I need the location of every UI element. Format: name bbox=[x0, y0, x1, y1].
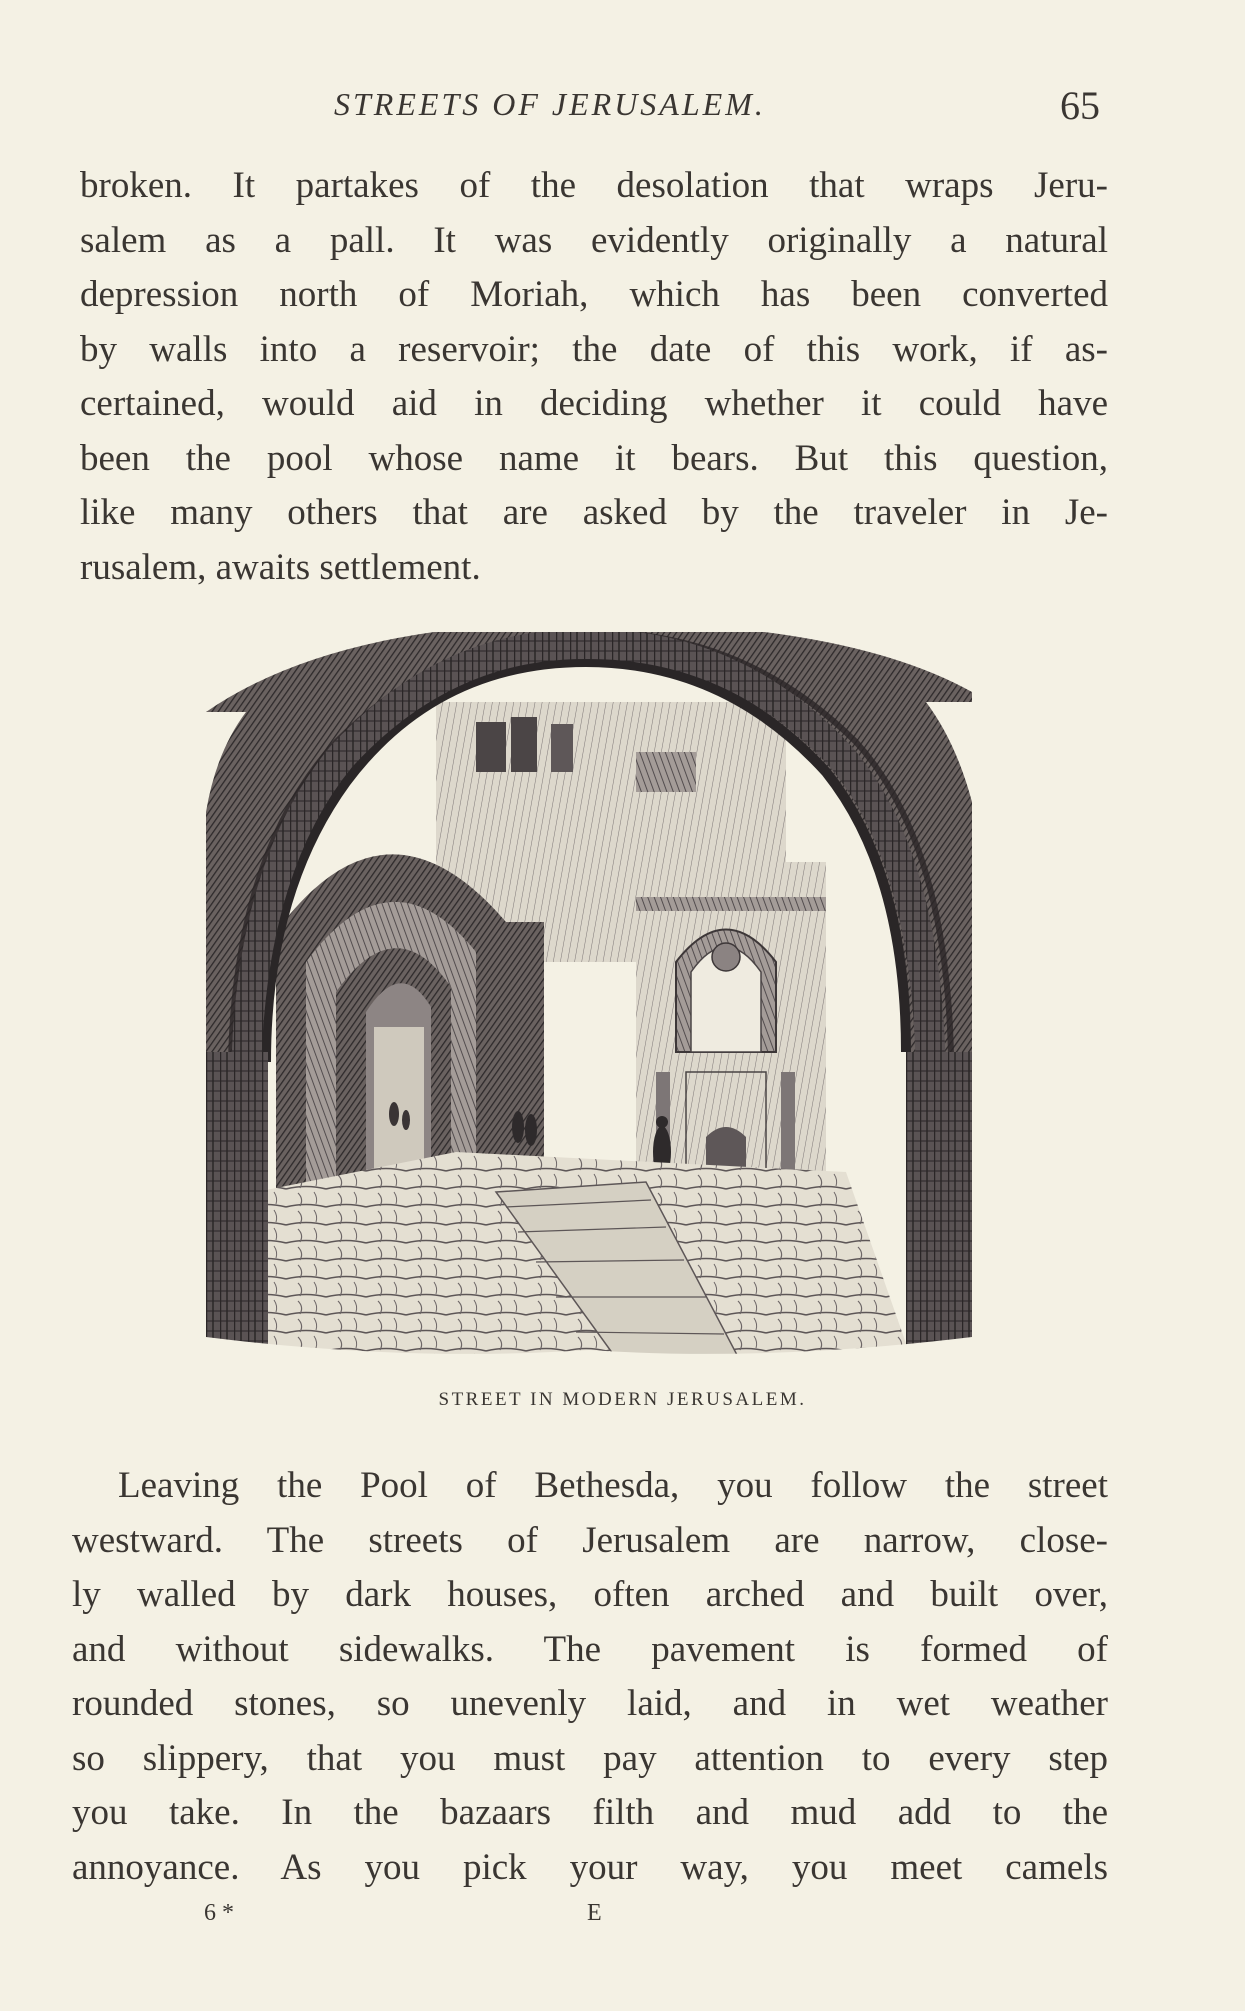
text-line: depression north of Moriah, which has been converted bbox=[80, 274, 1108, 315]
paragraph-leaving-bethesda bbox=[72, 1459, 1108, 1895]
text-line: annoyance. As you pick your way, you meet camels bbox=[72, 1846, 1108, 1888]
page-number: 65 bbox=[1060, 83, 1100, 128]
text-line: like many others that are asked by the traveler in Je- bbox=[80, 492, 1108, 533]
text-line: ly walled by dark houses, often arched and built over, bbox=[72, 1574, 1108, 1615]
running-title: STREETS OF JERUSALEM. bbox=[334, 86, 766, 122]
text-line: Leaving the Pool of Bethesda, you follow the street bbox=[118, 1465, 1108, 1506]
text-line: rusalem, awaits settlement. bbox=[80, 546, 481, 588]
gathering-letter: E bbox=[587, 1900, 602, 1926]
text-line: broken. It partakes of the desolation that wraps Jeru- bbox=[80, 165, 1108, 206]
signature-mark: 6 * bbox=[204, 1900, 234, 1926]
text-line: salem as a pall. It was evidently originally a natural bbox=[80, 219, 1108, 261]
text-line: so slippery, that you must pay attention to every step bbox=[72, 1737, 1108, 1779]
illustration-caption: STREET IN MODERN JERUSALEM. bbox=[438, 1389, 807, 1410]
text-line: been the pool whose name it bears. But this question, bbox=[80, 437, 1108, 479]
text-line: and without sidewalks. The pavement is formed of bbox=[72, 1628, 1108, 1670]
text-line: rounded stones, so unevenly laid, and in wet weather bbox=[72, 1683, 1108, 1724]
text-line: certained, would aid in deciding whether it could have bbox=[80, 383, 1108, 424]
text-line: westward. The streets of Jerusalem are narrow, close- bbox=[72, 1519, 1108, 1561]
paragraph-continued bbox=[80, 159, 1108, 595]
text-line: by walls into a reservoir; the date of this work, if as- bbox=[80, 328, 1108, 370]
engraving-street-arch bbox=[206, 632, 972, 1372]
running-head bbox=[0, 82, 1245, 132]
text-line: you take. In the bazaars filth and mud add to the bbox=[72, 1792, 1108, 1833]
